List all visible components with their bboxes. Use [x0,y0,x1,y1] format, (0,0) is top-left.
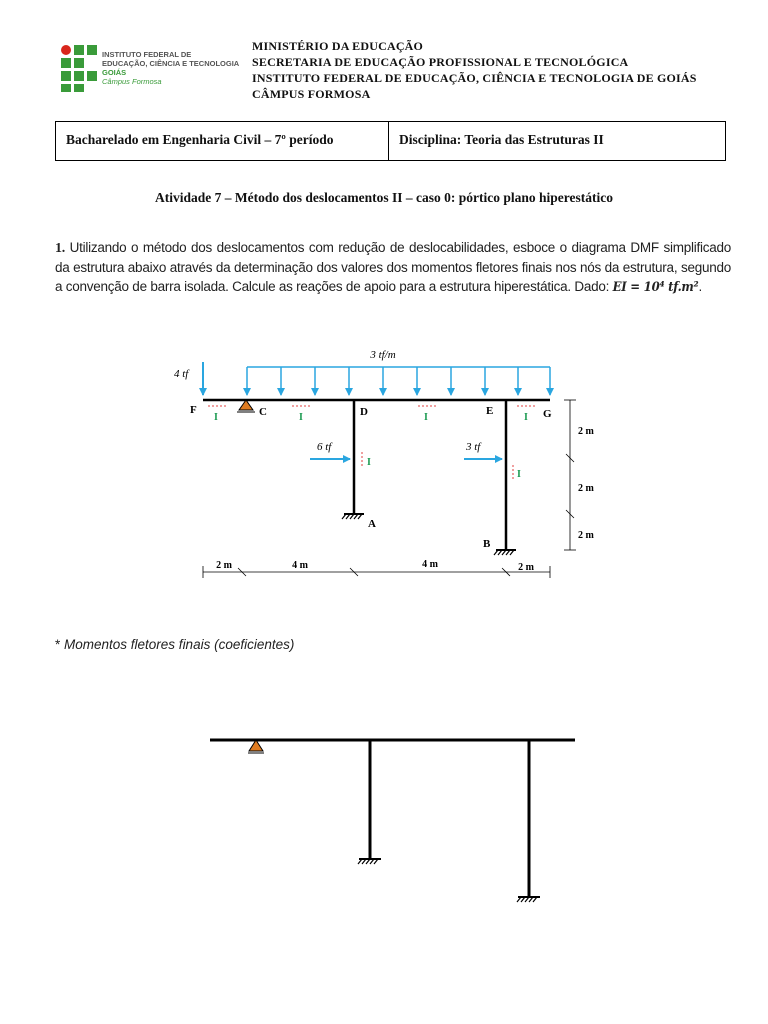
node-e-label: E [486,405,494,417]
moments-text: Momentos fletores finais (coeficientes) [64,637,295,652]
logo-grid-icon [60,44,100,92]
point-load-f-label: 4 tf [174,368,189,380]
discipline-cell: Disciplina: Teoria das Estruturas II [399,132,604,147]
node-f-label: F [190,404,197,416]
hdim-3-label: 4 m [422,559,438,570]
fixed-support-a-icon [342,514,364,519]
fixed-support-b-icon [494,550,516,555]
logo-line-3: GOIÁS [102,68,127,77]
header-ministry: MINISTÉRIO DA EDUCAÇÃO [252,39,424,53]
document-header [252,38,697,102]
distributed-load [247,367,550,395]
logo-line-1: INSTITUTO FEDERAL DE [102,50,192,59]
hdim-2-label: 4 m [292,560,308,571]
vdim-2-label: 2 m [578,483,594,494]
load-e-label: 3 tf [466,441,481,453]
inertia-de-label: I [424,412,428,423]
course-cell: Bacharelado em Engenharia Civil – 7º período [56,122,389,160]
moments-star: * [55,637,65,652]
pin-support-icon [237,400,255,412]
hdim-1-label: 2 m [216,560,232,571]
answer-pin-support-icon [248,740,264,753]
question-number: 1. [55,241,65,256]
question-text: Utilizando o método dos deslocamentos com redução de deslocabilidades, esboce o diagrama DMF simplificado da estrutura abaixo através da determinação dos valores dos momentos fletores finais nos nós da estrutura, segundo a convenção de barra isolada. Calcule as reações de apoio para a estrutura hiperestática. Dado: [55,240,731,294]
node-a-label: A [368,518,376,530]
node-b-label: B [483,538,491,550]
node-g-label: G [543,408,552,420]
structure-diagram [170,342,610,582]
load-d-label: 6 tf [317,441,332,453]
institute-logo [60,44,250,94]
inertia-fc-label: I [214,412,218,423]
answer-fixed-support-left-icon [358,859,381,864]
inertia-eg-label: I [524,412,528,423]
answer-structure-diagram [205,735,585,905]
logo-text [102,50,252,86]
inertia-eb-label: I [517,469,521,480]
vertical-dimensions [564,400,576,550]
given-ei: EI = 10⁴ tf.m² [612,280,699,295]
horizontal-dimensions [203,566,550,578]
course-table [55,121,726,161]
inertia-cd-label: I [299,412,303,423]
hdim-4-label: 2 m [518,562,534,573]
inertia-da-label: I [367,457,371,468]
question-1 [55,238,731,297]
logo-line-2: EDUCAÇÃO, CIÊNCIA E TECNOLOGIA [102,59,240,68]
question-end: . [698,279,702,294]
vdim-3-label: 2 m [578,530,594,541]
node-d-label: D [360,406,368,418]
logo-line-4: Câmpus Formosa [102,77,162,86]
header-campus: CÂMPUS FORMOSA [252,87,371,101]
node-c-label: C [259,406,267,418]
distributed-load-label: 3 tf/m [370,349,396,361]
activity-title: Atividade 7 – Método dos deslocamentos II – caso 0: pórtico plano hiperestático [155,190,613,205]
vdim-1-label: 2 m [578,426,594,437]
answer-fixed-support-right-icon [517,897,540,902]
header-institute: INSTITUTO FEDERAL DE EDUCAÇÃO, CIÊNCIA E TECNOLOGIA DE GOIÁS [252,71,697,85]
moments-label [55,637,294,652]
header-secretariat: SECRETARIA DE EDUCAÇÃO PROFISSIONAL E TECNOLÓGICA [252,55,629,69]
